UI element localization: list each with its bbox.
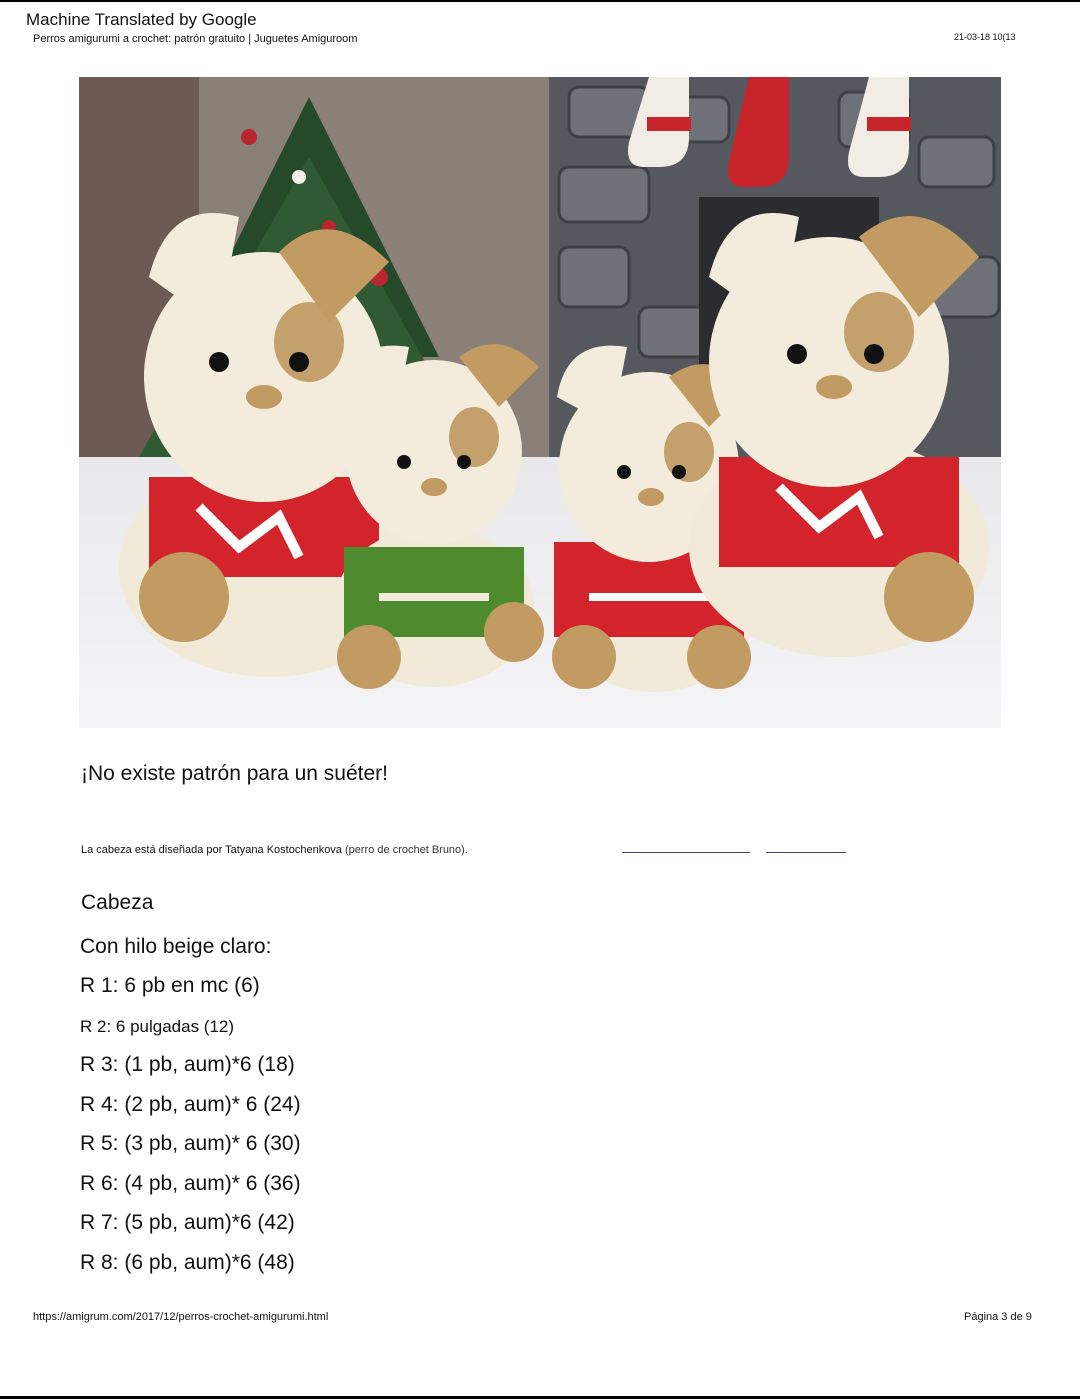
page-number: Página 3 de 9 bbox=[964, 1311, 1032, 1323]
amigurumi-dogs-photo bbox=[79, 77, 1001, 728]
top-border bbox=[0, 0, 1080, 2]
section-title: Cabeza bbox=[81, 891, 154, 914]
credit-link[interactable]: (perro de crochet Bruno). bbox=[345, 844, 468, 856]
pattern-row: R 1: 6 pb en mc (6) bbox=[80, 974, 260, 997]
pattern-row: Con hilo beige claro: bbox=[80, 935, 272, 958]
header-datetime: 21-03-18 10(13 bbox=[954, 32, 1016, 42]
pattern-row: R 6: (4 pb, aum)* 6 (36) bbox=[80, 1172, 301, 1195]
pattern-row: R 7: (5 pb, aum)*6 (42) bbox=[80, 1211, 295, 1234]
decorative-line bbox=[622, 852, 750, 853]
pattern-row: R 4: (2 pb, aum)* 6 (24) bbox=[80, 1093, 301, 1116]
footer-url[interactable]: https://amigrum.com/2017/12/perros-crochet-amigurumi.html bbox=[33, 1311, 329, 1323]
credit-text: La cabeza está diseñada por Tatyana Kostochenkova bbox=[81, 844, 342, 856]
pattern-row: R 5: (3 pb, aum)* 6 (30) bbox=[80, 1132, 301, 1155]
pattern-row: R 3: (1 pb, aum)*6 (18) bbox=[80, 1053, 295, 1076]
pattern-row: R 2: 6 pulgadas (12) bbox=[80, 1017, 235, 1036]
decorative-line bbox=[766, 852, 846, 853]
bottom-border bbox=[0, 1396, 1080, 1399]
pattern-row: R 8: (6 pb, aum)*6 (48) bbox=[80, 1251, 295, 1274]
sweater-note: ¡No existe patrón para un suéter! bbox=[81, 762, 389, 785]
header-title: Machine Translated by Google bbox=[26, 10, 257, 29]
header-subtitle: Perros amigurumi a crochet: patrón gratuito | Juguetes Amiguroom bbox=[33, 33, 358, 45]
design-credit bbox=[81, 844, 468, 856]
photo-illustration bbox=[79, 77, 1001, 728]
